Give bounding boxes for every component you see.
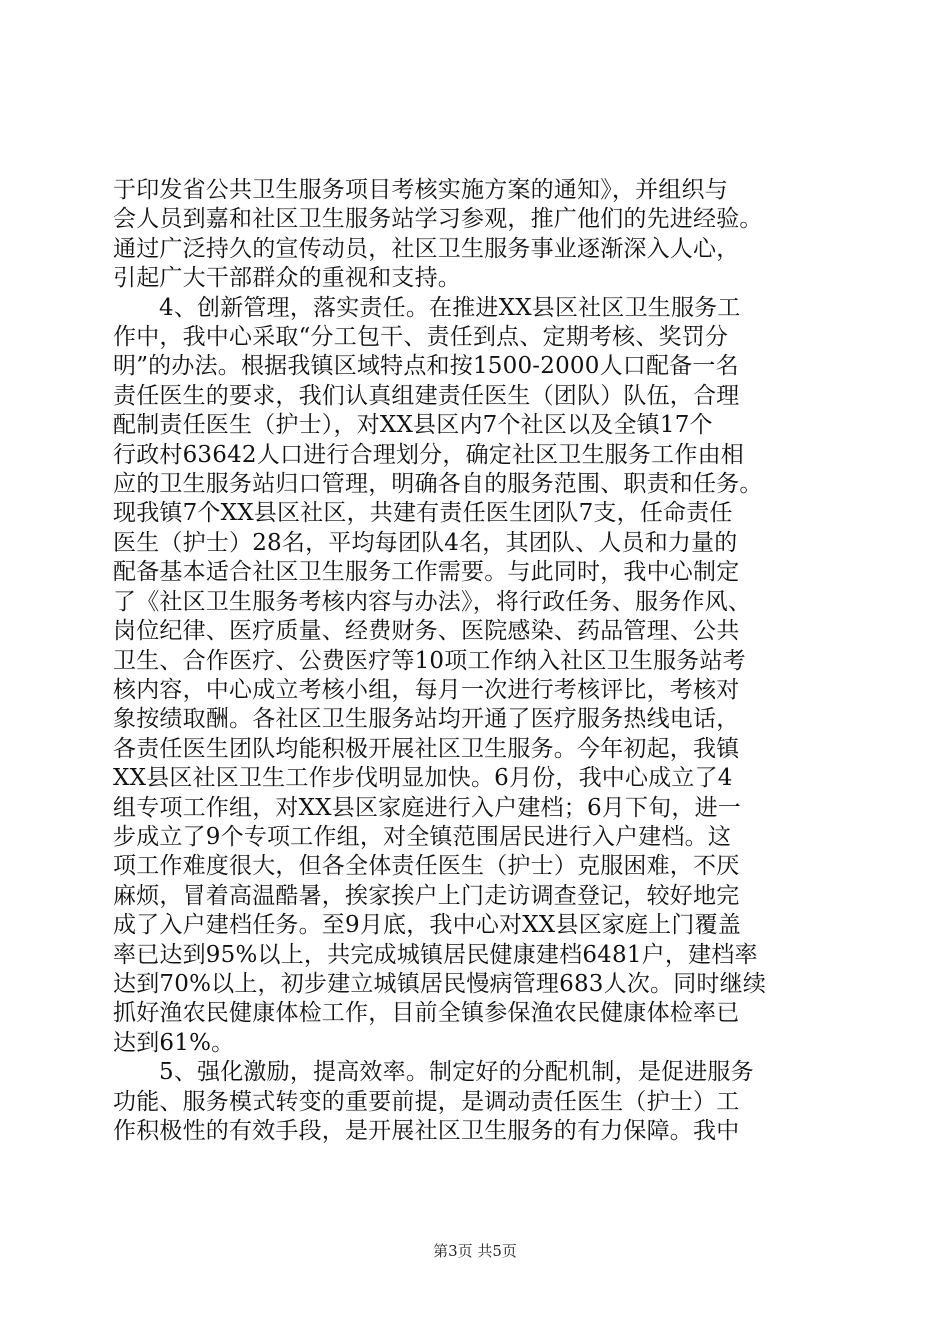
text-line: 明”的办法。根据我镇区域特点和按1500-2000人口配备一名 — [113, 353, 739, 380]
document-body — [113, 176, 853, 1146]
text-line: XX县区社区卫生工作步伐明显加快。6月份，我中心成立了4 — [113, 765, 733, 792]
text-line: 核内容，中心成立考核小组，每月一次进行考核评比，考核对 — [113, 676, 740, 703]
text-line: 功能、服务模式转变的重要前提，是调动责任医生（护士）工 — [113, 1088, 740, 1115]
text-line: 了《社区卫生服务考核内容与办法》，将行政任务、服务作风、 — [113, 588, 752, 615]
text-line: 作积极性的有效手段，是开展社区卫生服务的有力保障。我中 — [113, 1118, 740, 1144]
text-line: 配备基本适合社区卫生服务工作需要。与此同时，我中心制定 — [113, 559, 740, 586]
text-line: 率已达到95%以上，共完成城镇居民健康建档6481户，建档率 — [113, 941, 758, 968]
text-line: 引起广大干部群众的重视和支持。 — [113, 265, 461, 292]
text-line: 于印发省公共卫生服务项目考核实施方案的通知》，并组织与 — [113, 177, 728, 203]
text-line: 麻烦，冒着高温酷暑，挨家挨户上门走访调查登记，较好地完 — [113, 882, 740, 909]
text-line: 成了入户建档任务。至9月底，我中心对XX县区家庭上门覆盖 — [113, 912, 741, 939]
text-line: 4、创新管理，落实责任。在推进XX县区社区卫生服务工 — [159, 294, 741, 321]
text-line: 达到70%以上，初步建立城镇居民慢病管理683人次。同时继续 — [113, 970, 767, 997]
text-line: 应的卫生服务站归口管理，明确各自的服务范围、职责和任务。 — [113, 471, 763, 498]
text-line: 抓好渔农民健康体检工作，目前全镇参保渔农民健康体检率已 — [113, 1000, 740, 1027]
text-line: 岗位纪律、医疗质量、经费财务、医院感染、药品管理、公共 — [113, 618, 740, 645]
text-line: 医生（护士）28名，平均每团队4名，其团队、人员和力量的 — [113, 529, 738, 556]
text-line: 责任医生的要求，我们认真组建责任医生（团队）队伍，合理 — [113, 382, 740, 409]
text-line: 通过广泛持久的宣传动员，社区卫生服务事业逐渐深入人心， — [113, 235, 740, 262]
text-line: 组专项工作组，对XX县区家庭进行入户建档；6月下旬，进一 — [113, 794, 741, 821]
text-line: 作中，我中心采取“分工包干、责任到点、定期考核、奖罚分 — [113, 324, 729, 351]
text-line: 项工作难度很大，但各全体责任医生（护士）克服困难，不厌 — [113, 853, 740, 880]
text-line: 达到61%。 — [113, 1029, 235, 1056]
text-line: 象按绩取酬。各社区卫生服务站均开通了医疗服务热线电话， — [113, 706, 740, 733]
text-line: 现我镇7个XX县区社区，共建有责任医生团队7支，任命责任 — [113, 500, 733, 527]
text-line: 行政村63642人口进行合理划分，确定社区卫生服务工作由相 — [113, 441, 744, 468]
text-line: 会人员到嘉和社区卫生服务站学习参观，推广他们的先进经验。 — [113, 206, 763, 233]
text-line: 配制责任医生（护士），对XX县区内7个社区以及全镇17个 — [113, 412, 713, 439]
page-footer: 第3页 共5页 — [433, 1242, 517, 1260]
text-line: 5、强化激励，提高效率。制定好的分配机制，是促进服务 — [159, 1059, 754, 1086]
text-line: 卫生、合作医疗、公费医疗等10项工作纳入社区卫生服务站考 — [113, 647, 746, 674]
text-line: 各责任医生团队均能积极开展社区卫生服务。今年初起，我镇 — [113, 735, 740, 762]
text-line: 步成立了9个专项工作组，对全镇范围居民进行入户建档。这 — [113, 823, 732, 850]
